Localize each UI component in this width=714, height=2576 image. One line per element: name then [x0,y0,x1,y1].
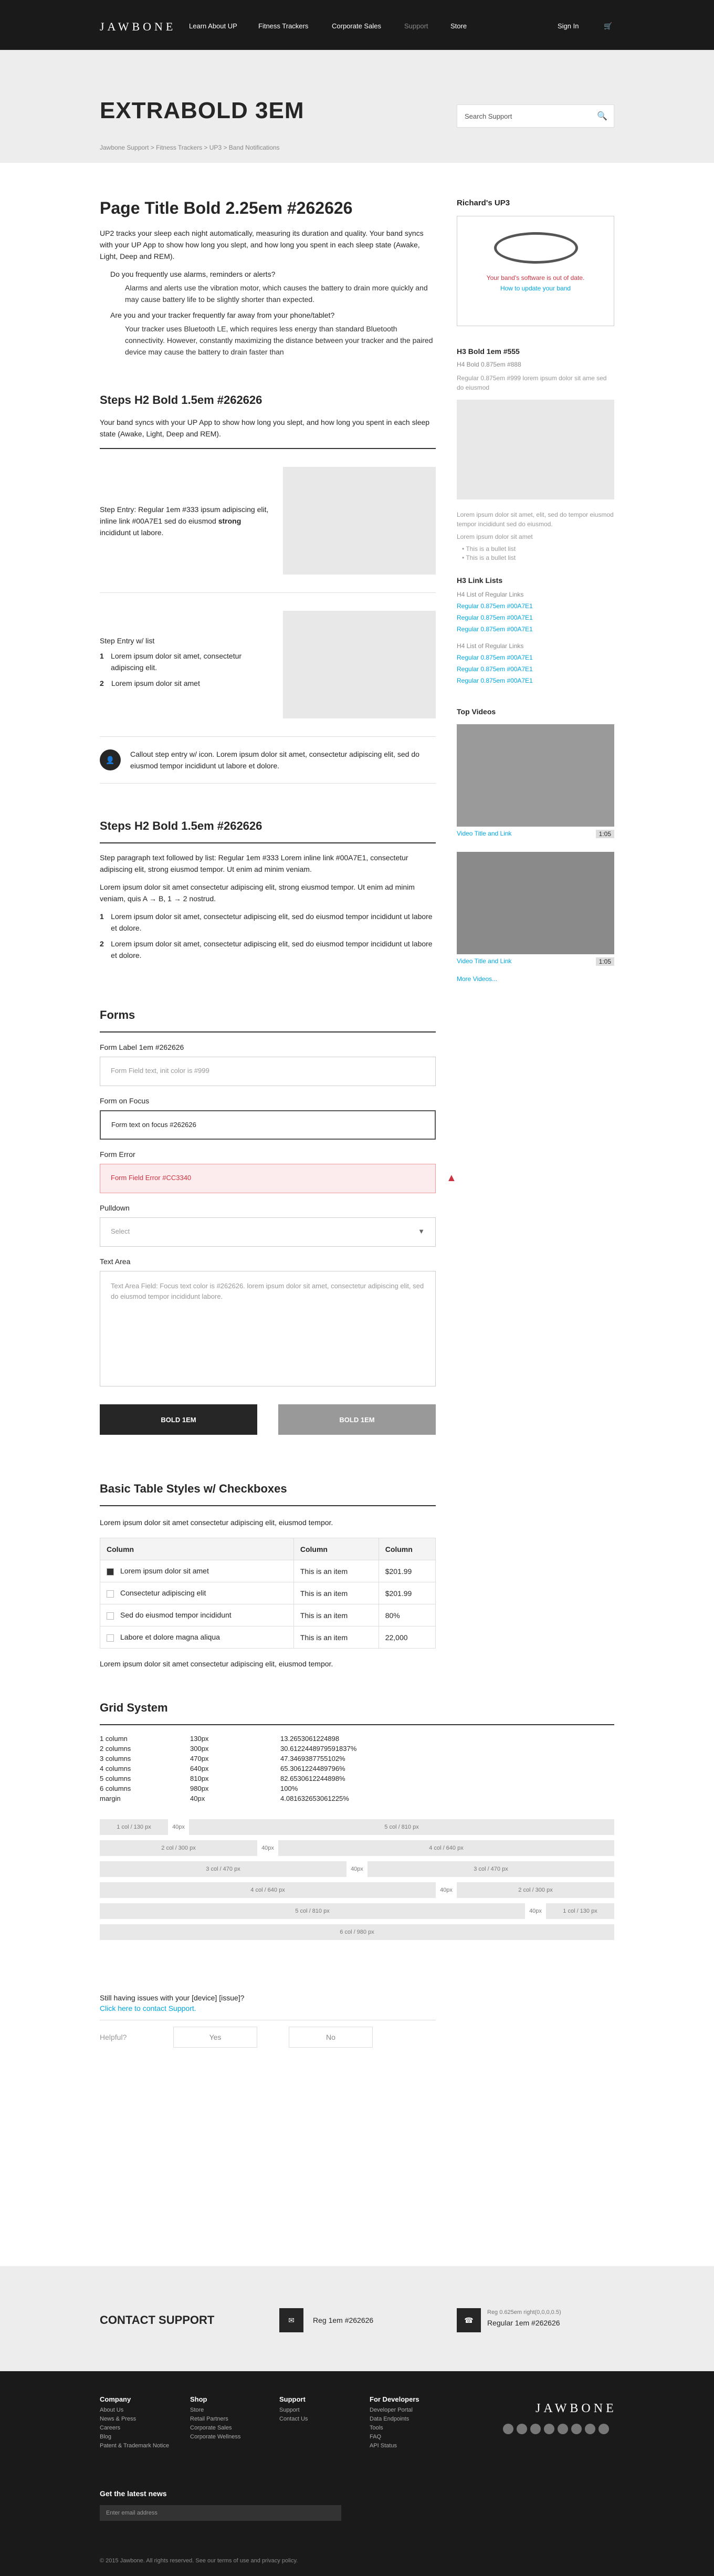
logo[interactable]: JAWBONE [100,20,176,33]
phone-icon: ☎ [457,2308,481,2332]
nav-store[interactable]: Store [450,22,467,30]
checkbox[interactable] [107,1568,114,1576]
email-input[interactable]: Enter email address [100,2505,341,2521]
text-area[interactable]: Text Area Field: Focus text color is #262626. lorem ipsum dolor sit amet, consectetur adipiscing elit, sed do eiusmod tempor incididunt labore. [100,1271,436,1386]
sub-bullet-2: Your tracker uses Bluetooth LE, which requires less energy than standard Bluetooth connectivity. However, constantly maximizing the distance between your tracker and the paired device may cause the battery to drain faster than [125,325,433,356]
callout: 👤 Callout step entry w/ icon. Lorem ipsum dolor sit amet, consectetur adipiscing elit, sed do eiusmod tempor incididunt ut labore et dolore. [100,745,436,775]
table-row: Consectetur adipiscing elit This is an item $201.99 [100,1582,436,1604]
band-image [494,232,578,264]
grid-heading: Grid System [100,1701,168,1714]
sub-bullet-1: Alarms and alerts use the vibration motor, which causes the battery to drain more quickly and may cause battery life to be slightly shorter than expected. [125,284,428,304]
table-row: Labore et dolore magna aliqua This is an item 22,000 [100,1626,436,1649]
cart-icon[interactable]: 🛒 [604,22,613,30]
no-button[interactable]: No [289,2027,373,2048]
grid-specs: 1 column 130px 13.2653061224898 2 columns 300px 30.6122448979591837% 3 columns 470px 47.3469387755102% 4 columns 640px 65.3061224489796% 5 columns 810px 82.6530612244898% 6 columns 980px 100% margin 40px 4.081632653061225% [100,1735,357,1802]
pulldown[interactable]: Select ▼ [100,1217,436,1247]
checkbox[interactable] [107,1634,114,1642]
primary-button[interactable]: BOLD 1EM [100,1404,257,1435]
step-entry: Step Entry: Regular 1em #333 ipsum adipiscing elit, inline link #00A7E1 sed do eiusmod strong incididunt ut labore. [100,457,436,584]
video-thumb[interactable] [457,852,614,954]
secondary-button[interactable]: BOLD 1EM [278,1404,436,1435]
nav-trackers[interactable]: Fitness Trackers [258,22,309,30]
focus-field[interactable]: Form text on focus #262626 [100,1110,436,1140]
nav-corporate[interactable]: Corporate Sales [332,22,381,30]
update-link[interactable]: How to update your band [500,285,571,292]
checkbox[interactable] [107,1612,114,1620]
user-icon: 👤 [100,749,121,770]
forms-heading: Forms [100,1008,135,1021]
main-content: Page Title Bold 2.25em #262626 UP2 tracks your sleep each night automatically, measuring its duration and quality. Your band syncs with your UP App to show how long you slept, and how long you spent in each sleep state (Awake, Light, Deep and REM). Do you frequently use alarms, reminders or alerts? Alarms and alerts use the vibration motor, which causes the battery to drain more quickly and may cause battery life to be slightly shorter than expected. Are you and your tracker frequently far away from your phone/tablet? Your tracker uses Bluetooth LE, which requires less energy than standard Bluetooth connectivity. However, constantly maximizing the distance between your tracker and the paired device may cause the battery to drain faster than Steps H2 Bold 1.5em #262626 Your band syncs with your UP App to show how long you slept, and how long you spent in each sleep state (Awake, Light, Deep and REM). Step Entry: Regular 1em #333 ipsum adipiscing elit, inline link #00A7E1 sed do eiusmod strong incididunt ut labore. Step Entry w/ list 1 Lorem ipsum dolor sit amet, consectetur adipiscing elit. 2 Lorem ipsum dolor sit amet 👤 Callout step entry w/ icon. Lorem ipsum dolor sit amet, consectetur adipiscing elit, sed do eiusmod tempor incididunt ut labore et dolore. Steps H2 Bold 1.5em #262626 Step paragraph text followed by list: Regular 1em #333 Lorem inline link #00A7E1, consectetur adipiscing elit, strong eiusmod tempor. Ut enim ad minim veniam. Lorem ipsum dolor sit amet consectetur adipiscing elit, strong eiusmod tempor. Ut enim ad minim veniam, quis A → B, 1 → 2 nostrud. 1 Lorem ipsum dolor sit amet, consectetur adipiscing elit, sed do eiusmod tempor incididunt ut labore et dolore. 2 Lorem ipsum dolor sit amet, consectetur adipiscing elit, sed do eiusmod tempor incididunt ut labore et dolore. Forms Form Label 1em #262626 Form Field text, init color is #999 Form on Focus Form text on focus #262626 Form Error Form Field Error #CC3340 ▲ Pulldown Select ▼ Text Area Text Area Field: Focus text color is #262626. lorem ipsum dolor sit amet, consectetur adipiscing elit, sed do eiusmod tempor incididunt labore. BOLD 1EM BOLD 1EM Basic Table Styles w/ Checkboxes Lorem ipsum dolor sit amet consectetur adipiscing elit, eiusmod tempor. Column Column Column Lorem ipsum dolor sit amet This is an item $201.99 Consectetur adipiscing elit This is an item $201.99 Sed do eiusmod tempor incididunt This is an item 80% Labore et dolore magna aliqua This is an item 22,000 Lorem ipsum dolor sit amet consectetur adipiscing elit, eiusmod tempor. Grid System 1 column 130px 13.2653061224898 2 columns 300px 30.6122448979591837% 3 columns 470px 47.3469387755102% 4 columns 640px 65.3061224489796% 5 columns 810px 82.6530612244898% 6 columns 980px 100% margin 40px 4.081632653061225% 1 col / 130 px 40px 5 col / 810 px 2 col / 300 px 40px 4 col / 640 px 3 col / 470 px 40px 3 col / 470 px 4 col / 640 px 40px 2 col / 300 px 5 col / 810 px 40px 1 col / 130 px 6 col / 980 px Still having issues with your [device] [issue]? Click here to contact Support. Helpful? Yes No [100,199,436,2048]
hero-title: EXTRABOLD 3EM [100,98,304,123]
error-field[interactable]: Form Field Error #CC3340 [100,1164,436,1193]
checkbox[interactable] [107,1590,114,1598]
text-field[interactable]: Form Field text, init color is #999 [100,1057,436,1086]
helpful-row: Helpful? Yes No [100,2027,436,2048]
social-icons [503,2424,609,2434]
help-block: Still having issues with your [device] [issue]? Click here to contact Support. [100,1993,436,2014]
nav-support[interactable]: Support [404,22,428,30]
contact-support: CONTACT SUPPORT ✉ Reg 1em #262626 ☎ Reg 0.625em right(0,0,0,0.5) Regular 1em #262626 [0,2266,714,2371]
warning-icon: ▲ [446,1172,457,1184]
data-table: Column Column Column Lorem ipsum dolor sit amet This is an item $201.99 Consectetur adipiscing elit This is an item $201.99 Sed do eiusmod tempor incididunt This is an item 80% Labore et dolore magna aliqua This is an item 22,000 [100,1538,436,1649]
step-image [283,467,436,575]
video-thumb[interactable] [457,724,614,827]
bullet-2: Are you and your tracker frequently far away from your phone/tablet? [110,311,335,319]
chevron-down-icon: ▼ [418,1227,425,1235]
table-row: Sed do eiusmod tempor incididunt This is an item 80% [100,1604,436,1626]
step-image [283,611,436,718]
sign-in-link[interactable]: Sign In [558,22,579,30]
bullet-1: Do you frequently use alarms, reminders or alerts? [110,270,276,278]
table-heading: Basic Table Styles w/ Checkboxes [100,1482,287,1495]
hero [0,50,714,163]
email-icon: ✉ [279,2308,303,2332]
step-entry-list: Step Entry w/ list 1 Lorem ipsum dolor sit amet, consectetur adipiscing elit. 2 Lorem ipsum dolor sit amet [100,601,436,728]
paragraph: Your band syncs with your UP App to show how long you slept, and how long you spent in each sleep state (Awake, Light, Deep and REM). [100,418,430,438]
intro-text: UP2 tracks your sleep each night automatically, measuring its duration and quality. Your band syncs with your UP App to show how long you slept, and how long you spent in each sleep state (Awake, Light, Deep and REM). [100,229,424,260]
sidebar: Richard's UP3 Your band's software is out of date. How to update your band H3 Bold 1em #555 H4 Bold 0.875em #888 Regular 0.875em #999 lorem ipsum dolor sit ame sed do eiusmod Lorem ipsum dolor sit amet, elit, sed do tempor eiusmod tempor incididunt sed do eiusmod. Lorem ipsum dolor sit amet • This is a bullet list • This is a bullet list H3 Link Lists H4 List of Regular Links Regular 0.875em #00A7E1 Regular 0.875em #00A7E1 Regular 0.875em #00A7E1 H4 List of Regular Links Regular 0.875em #00A7E1 Regular 0.875em #00A7E1 Regular 0.875em #00A7E1 Top Videos Video Title and Link 1:05 Video Title and Link 1:05 More Videos... [457,199,614,983]
section-heading: Steps H2 Bold 1.5em #262626 [100,393,262,406]
search-icon[interactable]: 🔍 [597,112,607,121]
yes-button[interactable]: Yes [173,2027,257,2048]
search-input[interactable]: Search Support 🔍 [457,105,614,128]
table-row: Lorem ipsum dolor sit amet This is an item $201.99 [100,1560,436,1582]
page-title: Page Title Bold 2.25em #262626 [100,199,353,217]
grid-demo: 1 col / 130 px 40px 5 col / 810 px 2 col / 300 px 40px 4 col / 640 px 3 col / 470 px 40px 3 col / 470 px 4 col / 640 px 40px 2 col / 300 px 5 col / 810 px 40px 1 col / 130 px 6 col / 980 px [100,1819,614,1940]
nav-learn[interactable]: Learn About UP [189,22,237,30]
contact-link[interactable]: Click here to contact Support. [100,2004,196,2012]
section-heading: Steps H2 Bold 1.5em #262626 [100,819,262,832]
footer: Company About Us News & Press Careers Blog Patent & Trademark Notice Shop Store Retail Partners Corporate Sales Corporate Wellness Support Support Contact Us For Developers Developer Portal Data Endpoints Tools FAQ API Status JAWBONE Get the latest news Enter email address © 2015 Jawbone. All rights reserved. See our terms of use and privacy policy. [0,2371,714,2576]
breadcrumb[interactable]: Jawbone Support > Fitness Trackers > UP3 > Band Notifications [100,144,280,151]
top-nav [0,0,714,50]
